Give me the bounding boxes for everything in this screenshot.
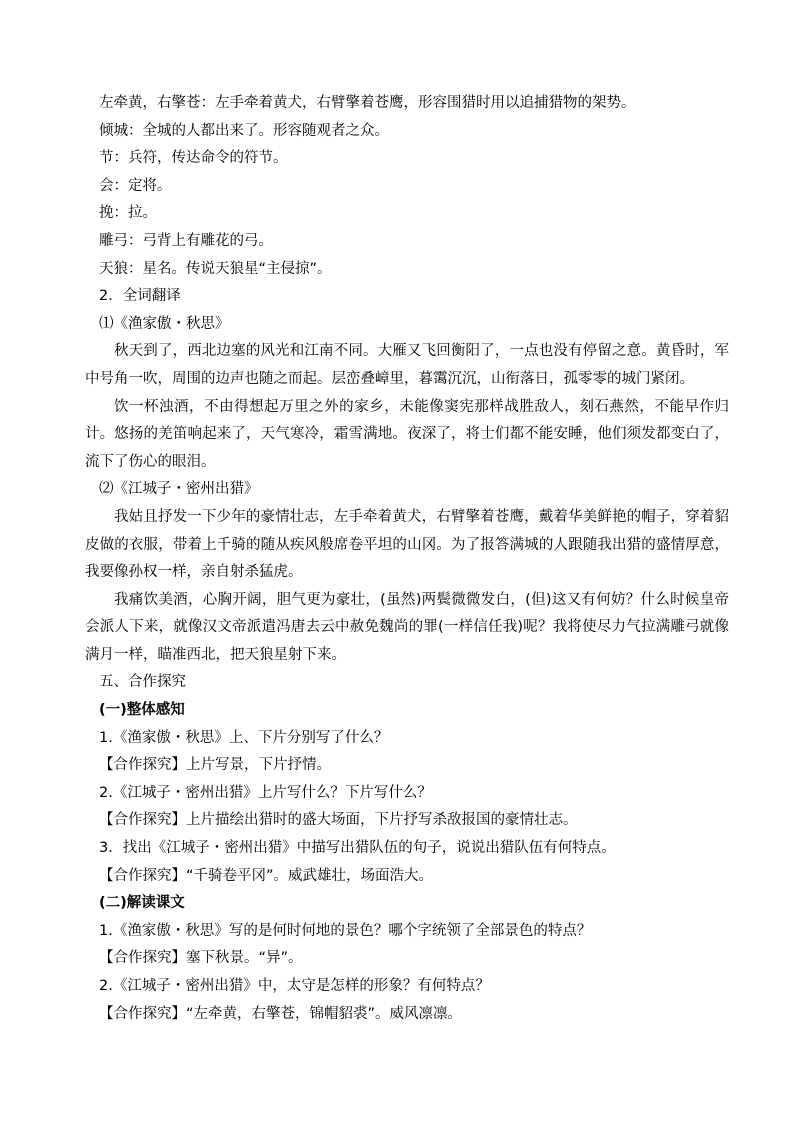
annotation-line: 节：兵符，传达命令的符节。 — [99, 150, 288, 167]
answer-label: 【合作探究】 — [99, 812, 186, 829]
answer-line — [99, 752, 731, 780]
poem1-title: ⑴《渔家傲・秋思》 — [99, 315, 230, 332]
part2-heading: (二)解读课文 — [99, 895, 185, 912]
poem2-title: ⑵《江城子・密州出猎》 — [99, 481, 259, 498]
question-line: 2.《江城子・密州出猎》中，太守是怎样的形象？有何特点？ — [99, 978, 490, 994]
answer-label: 【合作探究】 — [99, 757, 186, 774]
annotation-line: 挽：拉。 — [99, 205, 157, 222]
answer-text: “千骑卷平冈”。威武雄壮，场面浩大。 — [186, 867, 434, 884]
question-line: 3．找出《江城子・密州出猎》中描写出猎队伍的句子，说说出猎队伍有何特点。 — [99, 840, 616, 857]
poem1-paragraph: 饮一杯浊酒，不由得想起万里之外的家乡，未能像窦宪那样战胜敌人，刻石燕然，不能早作归计。悠扬的羌笛响起来了，天气寒冷，霜雪满地。夜深了，将士们都不能安睡，他们须发都变白了，流下了伤心的眼泪。 — [85, 398, 729, 470]
answer-text: 塞下秋景。“异”。 — [186, 950, 303, 967]
answer-text: “左牵黄，右擎苍，锦帽貂裘”。威风凛凛。 — [186, 1005, 463, 1022]
part1-heading: (一)整体感知 — [99, 702, 185, 719]
answer-line — [99, 807, 731, 835]
poem2-paragraph: 我姑且抒发一下少年的豪情壮志，左手牵着黄犬，右臂擎着苍鹰，戴着华美鲜艳的帽子，穿着貂皮做的衣服，带着上千骑的随从疾风般席卷平坦的山冈。为了报答满城的人跟随我出猎的盛情厚意，我要像孙权一样，亲自射杀猛虎。 — [85, 508, 729, 581]
annotation-line: 雕弓：弓背上有雕花的弓。 — [99, 232, 273, 249]
poem1-paragraph: 秋天到了，西北边塞的风光和江南不同。大雁又飞回衡阳了，一点也没有停留之意。黄昏时，军中号角一吹，周围的边声也随之而起。层峦叠嶂里，暮霭沉沉，山衔落日，孤零零的城门紧闭。 — [85, 343, 729, 387]
answer-line — [99, 1001, 731, 1029]
answer-text: 上片描绘出猎时的盛大场面，下片抒写杀敌报国的豪情壮志。 — [186, 812, 578, 829]
answer-line — [99, 863, 731, 891]
question-line: 1.《渔家傲・秋思》上、下片分别写了什么？ — [99, 729, 389, 746]
translation-heading: 2．全词翻译 — [99, 288, 181, 305]
section5-heading: 五、合作探究 — [99, 674, 186, 691]
annotation-line: 左牵黄，右擎苍：左手牵着黄犬，右臂擎着苍鹰，形容围猎时用以追捕猎物的架势。 — [99, 95, 636, 111]
document-content — [85, 90, 731, 1028]
poem2-paragraph: 我痛饮美酒，心胸开阔，胆气更为豪壮，(虽然)两鬓微微发白，(但)这又有何妨？什么时候皇帝会派人下来，就像汉文帝派遣冯唐去云中赦免魏尚的罪(一样信任我)呢？我将使尽力气拉满雕弓就像满月一样，瞄准西北，把天狼星射下来。 — [85, 591, 729, 663]
answer-label: 【合作探究】 — [99, 867, 186, 884]
annotation-line: 天狼：星名。传说天狼星“主侵掠”。 — [99, 260, 332, 277]
question-line: 2.《江城子・密州出猎》上片写什么？下片写什么？ — [99, 784, 432, 801]
annotation-line: 会：定将。 — [99, 177, 172, 194]
answer-text: 上片写景，下片抒情。 — [186, 757, 331, 774]
question-line: 1.《渔家傲・秋思》写的是何时何地的景色？哪个字统领了全部景色的特点？ — [99, 922, 592, 939]
answer-label: 【合作探究】 — [99, 1005, 186, 1022]
answer-label: 【合作探究】 — [99, 950, 186, 967]
annotation-line: 倾城：全城的人都出来了。形容随观者之众。 — [99, 122, 389, 139]
answer-line — [99, 945, 731, 973]
